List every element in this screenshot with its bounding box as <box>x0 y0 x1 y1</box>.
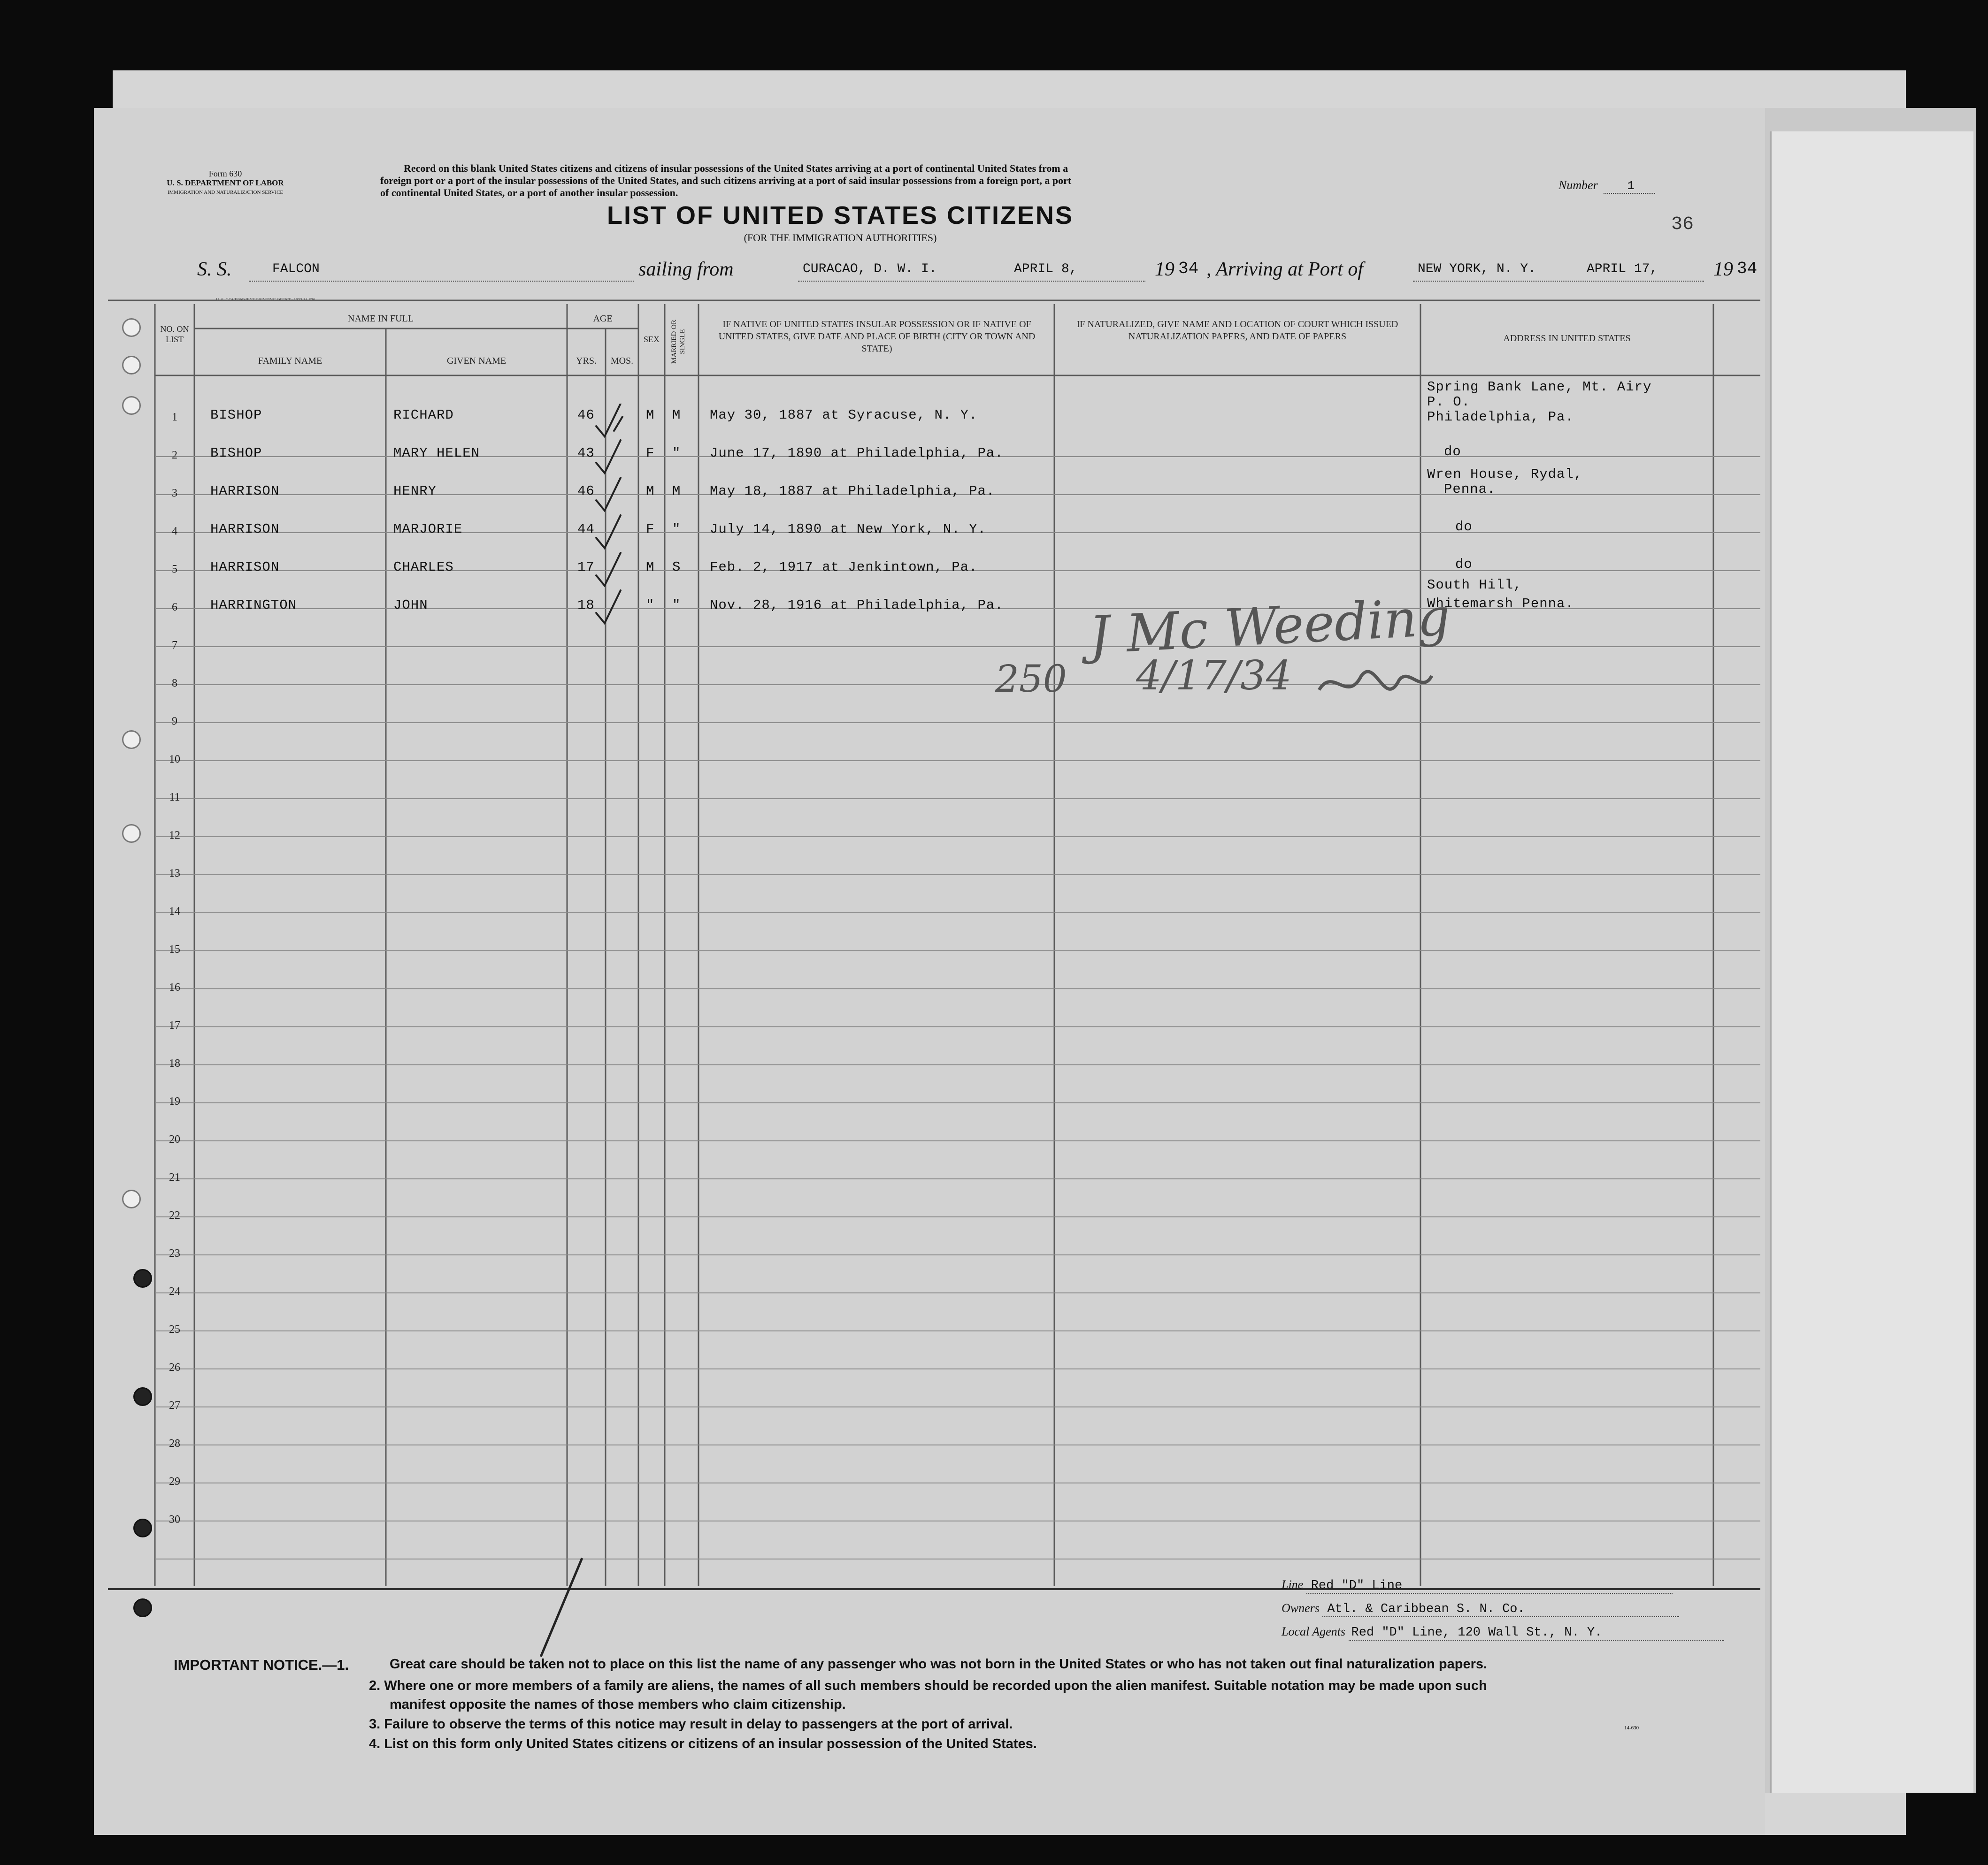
row-number: 21 <box>169 1171 180 1184</box>
row-number: 26 <box>169 1361 180 1374</box>
row-number: 24 <box>169 1285 180 1298</box>
birth-info-cell: May 30, 1887 at Syracuse, N. Y. <box>710 407 978 423</box>
address-line: Spring Bank Lane, Mt. Airy <box>1427 379 1652 395</box>
line-value: Red "D" Line <box>1311 1579 1403 1593</box>
birth-info-cell: Feb. 2, 1917 at Jenkintown, Pa. <box>710 559 978 575</box>
notice-title: IMPORTANT NOTICE.—1. <box>174 1657 349 1673</box>
row-number: 22 <box>169 1209 180 1222</box>
instruction-line: Record on this blank United States citizens and citizens of insular possessions of the United States arriving at a port of continental United States from a <box>404 162 1068 174</box>
row-number: 28 <box>169 1437 180 1450</box>
notice-3: 3. Failure to observe the terms of this notice may result in delay to passengers at the port of arrival. <box>369 1717 1013 1732</box>
handwritten-flourish <box>1314 657 1436 713</box>
row-number: 14 <box>169 905 180 917</box>
marital-status-cell: " <box>672 521 681 537</box>
row-number: 29 <box>169 1475 180 1488</box>
row-number: 4 <box>172 525 177 537</box>
header-name-in-full: NAME IN FULL <box>348 313 414 324</box>
header-family-name: FAMILY NAME <box>258 356 322 366</box>
form-subtitle: (FOR THE IMMIGRATION AUTHORITIES) <box>744 232 937 244</box>
family-name-cell: BISHOP <box>210 445 262 461</box>
line-label: Line <box>1282 1578 1304 1591</box>
birth-info-cell: July 14, 1890 at New York, N. Y. <box>710 521 986 537</box>
marital-status-cell: S <box>672 559 681 575</box>
header-mos: MOS. <box>610 356 634 366</box>
given-name-cell: CHARLES <box>393 559 454 575</box>
row-number: 27 <box>169 1399 180 1412</box>
sailing-label: sailing from <box>638 259 734 280</box>
row-number: 25 <box>169 1323 180 1336</box>
marital-status-cell: M <box>672 483 681 499</box>
instruction-line: foreign port or a port of the insular possessions of the United States, and such citizens arriving at a port of said insular possessions from a foreign port, a port <box>380 175 1072 186</box>
row-number: 6 <box>172 601 177 613</box>
form-title: LIST OF UNITED STATES CITIZENS <box>607 201 1074 229</box>
ss-label: S. S. <box>197 259 232 280</box>
agents-value: Red "D" Line, 120 Wall St., N. Y. <box>1351 1626 1603 1640</box>
row-number: 23 <box>169 1247 180 1260</box>
arriving-label: , Arriving at Port of <box>1206 259 1364 280</box>
footer-owners <box>1282 1601 1742 1617</box>
form-number: Form 630 <box>208 169 242 178</box>
row-number: 7 <box>172 639 177 651</box>
sex-cell: M <box>646 483 655 499</box>
header-married-single: MARRIED OR SINGLE <box>670 320 686 364</box>
address-line: Wren House, Rydal, <box>1427 466 1583 482</box>
department: U. S. DEPARTMENT OF LABOR <box>167 178 284 187</box>
header-age: AGE <box>593 313 613 324</box>
number-label: Number <box>1558 178 1598 192</box>
marital-status-cell: " <box>672 445 681 461</box>
age-years-cell: 46 <box>577 407 595 423</box>
row-number: 9 <box>172 715 177 727</box>
row-number: 3 <box>172 487 177 499</box>
row-number: 17 <box>169 1019 180 1032</box>
notice-1: Great care should be taken not to place on this list the name of any passenger who was not born in the United States or who has not taken out final naturalization papers. <box>390 1657 1488 1672</box>
row-number: 15 <box>169 943 180 955</box>
row-number: 19 <box>169 1095 180 1108</box>
header-naturalized: IF NATURALIZED, GIVE NAME AND LOCATION OF COURT WHICH ISSUED NATURALIZATION PAPERS, AND DATE OF PAPERS <box>1076 319 1398 342</box>
arrival-year: 34 <box>1737 259 1758 278</box>
row-number: 10 <box>169 753 180 765</box>
notice-2b: manifest opposite the names of those members who claim citizenship. <box>390 1697 846 1712</box>
white-strip <box>1770 131 1973 1793</box>
depart-date: APRIL 8, <box>1014 262 1077 276</box>
address-line: Whitemarsh Penna. <box>1427 596 1574 611</box>
given-name-cell: HENRY <box>393 483 437 499</box>
owners-label: Owners <box>1282 1601 1320 1615</box>
arrival-year-prefix: 19 <box>1713 259 1733 280</box>
sex-cell: F <box>646 445 655 461</box>
handwritten-note: 250 <box>995 657 1067 701</box>
given-name-cell: MARJORIE <box>393 521 463 537</box>
owners-value: Atl. & Caribbean S. N. Co. <box>1327 1602 1525 1616</box>
notice-2a: 2. Where one or more members of a family are aliens, the names of all such members should be recorded upon the alien manifest. Suitable notation may be made upon such <box>369 1678 1487 1693</box>
sex-cell: F <box>646 521 655 537</box>
form-code: 14-630 <box>1624 1725 1639 1731</box>
age-years-cell: 46 <box>577 483 595 499</box>
row-number: 16 <box>169 981 180 994</box>
manifest-page <box>94 108 1765 1835</box>
family-name-cell: HARRINGTON <box>210 597 297 613</box>
check-marks <box>591 404 648 732</box>
header-sex: SEX <box>643 335 660 344</box>
handwritten-date: 4/17/34 <box>1136 652 1292 699</box>
arrival-port: NEW YORK, N. Y. <box>1418 262 1536 276</box>
row-number: 2 <box>172 449 177 461</box>
header-native: IF NATIVE OF UNITED STATES INSULAR POSSESSION OR IF NATIVE OF UNITED STATES, GIVE DATE AND PLACE OF BIRTH (CITY OR TOWN AND STATE) <box>718 319 1036 354</box>
instruction-line: of continental United States, or a port of another insular possession. <box>380 187 678 199</box>
row-number: 8 <box>172 677 177 689</box>
header-no-on-list: NO. ON LIST <box>160 324 189 344</box>
pen-stroke <box>535 1553 591 1661</box>
age-years-cell: 44 <box>577 521 595 537</box>
sex-cell: M <box>646 559 655 575</box>
family-name-cell: HARRISON <box>210 483 280 499</box>
service: IMMIGRATION AND NATURALIZATION SERVICE <box>167 190 284 195</box>
notice-4: 4. List on this form only United States citizens or citizens of an insular possession of the United States. <box>369 1736 1037 1751</box>
depart-year-prefix: 19 <box>1155 259 1174 280</box>
family-name-cell: BISHOP <box>210 407 262 423</box>
header-address: ADDRESS IN UNITED STATES <box>1503 333 1631 344</box>
row-number: 20 <box>169 1133 180 1146</box>
page-stamp: 36 <box>1671 214 1694 235</box>
from-port: CURACAO, D. W. I. <box>803 262 937 276</box>
address-line: P. O. <box>1427 394 1471 410</box>
address-line: do <box>1444 444 1461 459</box>
birth-info-cell: Nov. 28, 1916 at Philadelphia, Pa. <box>710 597 1004 613</box>
row-number: 1 <box>172 411 177 423</box>
given-name-cell: RICHARD <box>393 407 454 423</box>
address-line: South Hill, <box>1427 577 1522 593</box>
age-years-cell: 17 <box>577 559 595 575</box>
address-line: Penna. <box>1444 482 1496 497</box>
arrival-date: APRIL 17, <box>1587 262 1658 276</box>
given-name-cell: JOHN <box>393 597 428 613</box>
family-name-cell: HARRISON <box>210 521 280 537</box>
address-line: do <box>1455 519 1473 535</box>
header-given-name: GIVEN NAME <box>446 356 507 366</box>
marital-status-cell: " <box>672 597 681 613</box>
age-years-cell: 43 <box>577 445 595 461</box>
age-years-cell: 18 <box>577 597 595 613</box>
birth-info-cell: June 17, 1890 at Philadelphia, Pa. <box>710 445 1004 461</box>
footer-line <box>1282 1578 1742 1594</box>
address-line: do <box>1455 557 1473 572</box>
sex-cell: " <box>646 597 655 613</box>
given-name-cell: MARY HELEN <box>393 445 480 461</box>
row-number: 5 <box>172 563 177 575</box>
row-number: 12 <box>169 829 180 841</box>
row-number: 18 <box>169 1057 180 1070</box>
row-number: 13 <box>169 867 180 879</box>
depart-year: 34 <box>1178 259 1199 278</box>
family-name-cell: HARRISON <box>210 559 280 575</box>
table-grid <box>94 108 1765 1835</box>
number-value: 1 <box>1627 179 1635 193</box>
row-number: 30 <box>169 1513 180 1526</box>
sex-cell: M <box>646 407 655 423</box>
header-yrs: YRS. <box>576 356 597 366</box>
marital-status-cell: M <box>672 407 681 423</box>
ship-name: FALCON <box>272 262 320 276</box>
row-number: 11 <box>169 791 180 803</box>
printer-note: U. S. GOVERNMENT PRINTING OFFICE: 1933 14-630 <box>216 298 315 302</box>
agents-label: Local Agents <box>1282 1625 1346 1638</box>
footer-agents <box>1282 1625 1770 1641</box>
birth-info-cell: May 18, 1887 at Philadelphia, Pa. <box>710 483 995 499</box>
address-line: Philadelphia, Pa. <box>1427 409 1574 425</box>
handwritten-signature: J Mc Weeding <box>1088 586 1452 666</box>
